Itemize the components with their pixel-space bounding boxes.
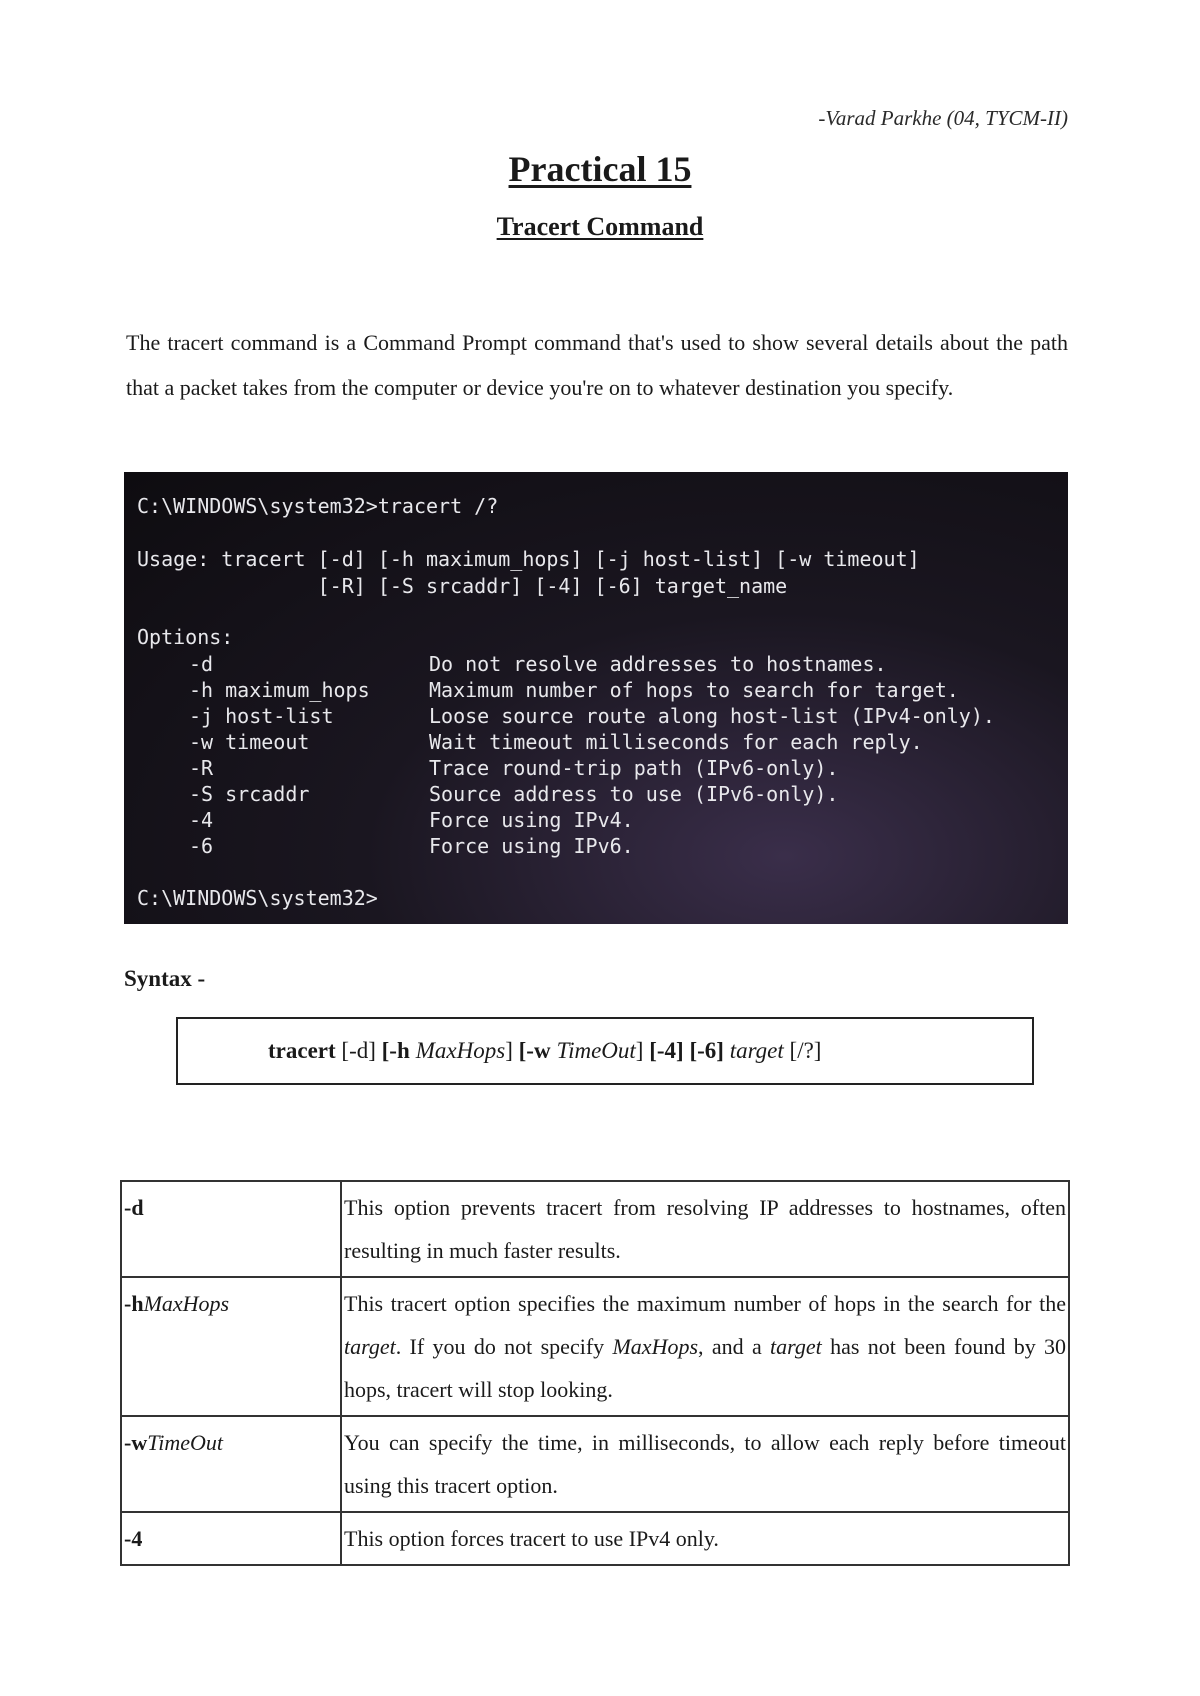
desc-part: has not been found by 30 hops, tracert will stop looking. — [344, 1334, 1067, 1402]
author-name: -Varad Parkhe (04, TYCM-II) — [818, 106, 1068, 130]
terminal-option-flag: -j host-list — [189, 704, 334, 728]
option-flag: -d — [124, 1195, 144, 1220]
table-option-cell — [121, 1512, 341, 1565]
table-row — [121, 1181, 1069, 1277]
syntax-target: target — [729, 1038, 784, 1063]
desc-part-italic: target — [770, 1334, 822, 1359]
terminal-options-header: Options: — [137, 625, 234, 649]
option-arg: TimeOut — [147, 1430, 224, 1455]
desc-part: . If you do not specify — [395, 1334, 613, 1359]
page-title-wrap — [0, 148, 1200, 190]
terminal-option-flag: -d — [189, 652, 214, 676]
table-desc-cell — [341, 1277, 1069, 1416]
table-option-cell — [121, 1416, 341, 1512]
syntax-d: [-d] — [341, 1038, 376, 1063]
terminal-option-desc: Force using IPv4. — [429, 808, 634, 832]
table-desc-cell: This option prevents tracert from resolving IP addresses to hostnames, often resulting in much faster results. — [341, 1181, 1069, 1277]
desc-part-italic: target — [344, 1334, 396, 1359]
syntax-label: Syntax - — [124, 966, 206, 991]
terminal-option-flag: -6 — [189, 834, 214, 858]
terminal-option-desc: Trace round-trip path (IPv6-only). — [429, 756, 839, 780]
syntax-h-open: [-h — [381, 1038, 410, 1063]
terminal-option-flag: -w timeout — [189, 730, 310, 754]
page-subtitle: Tracert Command — [496, 212, 704, 241]
syntax-four: [-4] — [649, 1038, 684, 1063]
desc-part: , and a — [698, 1334, 771, 1359]
terminal-option-flag: -R — [189, 756, 214, 780]
terminal-option-desc: Loose source route along host-list (IPv4-only). — [429, 704, 995, 728]
table-option-cell — [121, 1181, 341, 1277]
terminal-option-desc: Source address to use (IPv6-only). — [429, 782, 839, 806]
intro-paragraph: The tracert command is a Command Prompt command that's used to show several details about the path that a packet takes from the computer or device you're on to whatever destination you specify. — [126, 330, 1068, 400]
syntax-help: [/?] — [789, 1038, 822, 1063]
terminal-option-desc: Maximum number of hops to search for target. — [429, 678, 959, 702]
terminal-option-flag: -S srcaddr — [189, 782, 310, 806]
table-row — [121, 1512, 1069, 1565]
desc-part-italic: MaxHops — [612, 1334, 699, 1359]
syntax-w-open: [-w — [518, 1038, 551, 1063]
page-subtitle-wrap — [0, 212, 1200, 242]
terminal-option-desc: Force using IPv6. — [429, 834, 634, 858]
page-title: Practical 15 — [508, 149, 692, 189]
terminal-usage-line-2: [-R] [-S srcaddr] [-4] [-6] target_name — [137, 574, 788, 598]
syntax-box — [176, 1017, 1034, 1085]
option-flag: -4 — [124, 1526, 143, 1551]
syntax-w-arg: TimeOut — [556, 1038, 636, 1063]
option-arg: MaxHops — [143, 1291, 230, 1316]
terminal-screenshot — [124, 472, 1068, 924]
terminal-option-desc: Do not resolve addresses to hostnames. — [429, 652, 887, 676]
terminal-usage-line-1: Usage: tracert [-d] [-h maximum_hops] [-j host-list] [-w timeout] — [137, 547, 920, 571]
desc-part: This tracert option specifies the maximum number of hops in the search for the — [344, 1291, 1066, 1316]
options-table — [120, 1180, 1070, 1566]
table-desc-cell: You can specify the time, in milliseconds, to allow each reply before timeout using this tracert option. — [341, 1416, 1069, 1512]
terminal-option-flag: -h maximum_hops — [189, 678, 370, 702]
syntax-six: [-6] — [689, 1038, 724, 1063]
terminal-option-desc: Wait timeout milliseconds for each reply. — [429, 730, 923, 754]
syntax-h-close: ] — [505, 1038, 513, 1063]
terminal-final-prompt: C:\WINDOWS\system32> — [137, 886, 378, 910]
terminal-option-flag: -4 — [189, 808, 214, 832]
syntax-h-arg: MaxHops — [415, 1038, 506, 1063]
option-flag: -h — [124, 1291, 144, 1316]
option-flag: -w — [124, 1430, 148, 1455]
syntax-cmd: tracert — [268, 1038, 336, 1063]
table-row — [121, 1416, 1069, 1512]
table-desc-cell: This option forces tracert to use IPv4 only. — [341, 1512, 1069, 1565]
table-row — [121, 1277, 1069, 1416]
terminal-prompt-command: C:\WINDOWS\system32>tracert /? — [137, 494, 499, 518]
table-option-cell — [121, 1277, 341, 1416]
syntax-w-close: ] — [635, 1038, 644, 1063]
syntax-command — [268, 1038, 821, 1064]
